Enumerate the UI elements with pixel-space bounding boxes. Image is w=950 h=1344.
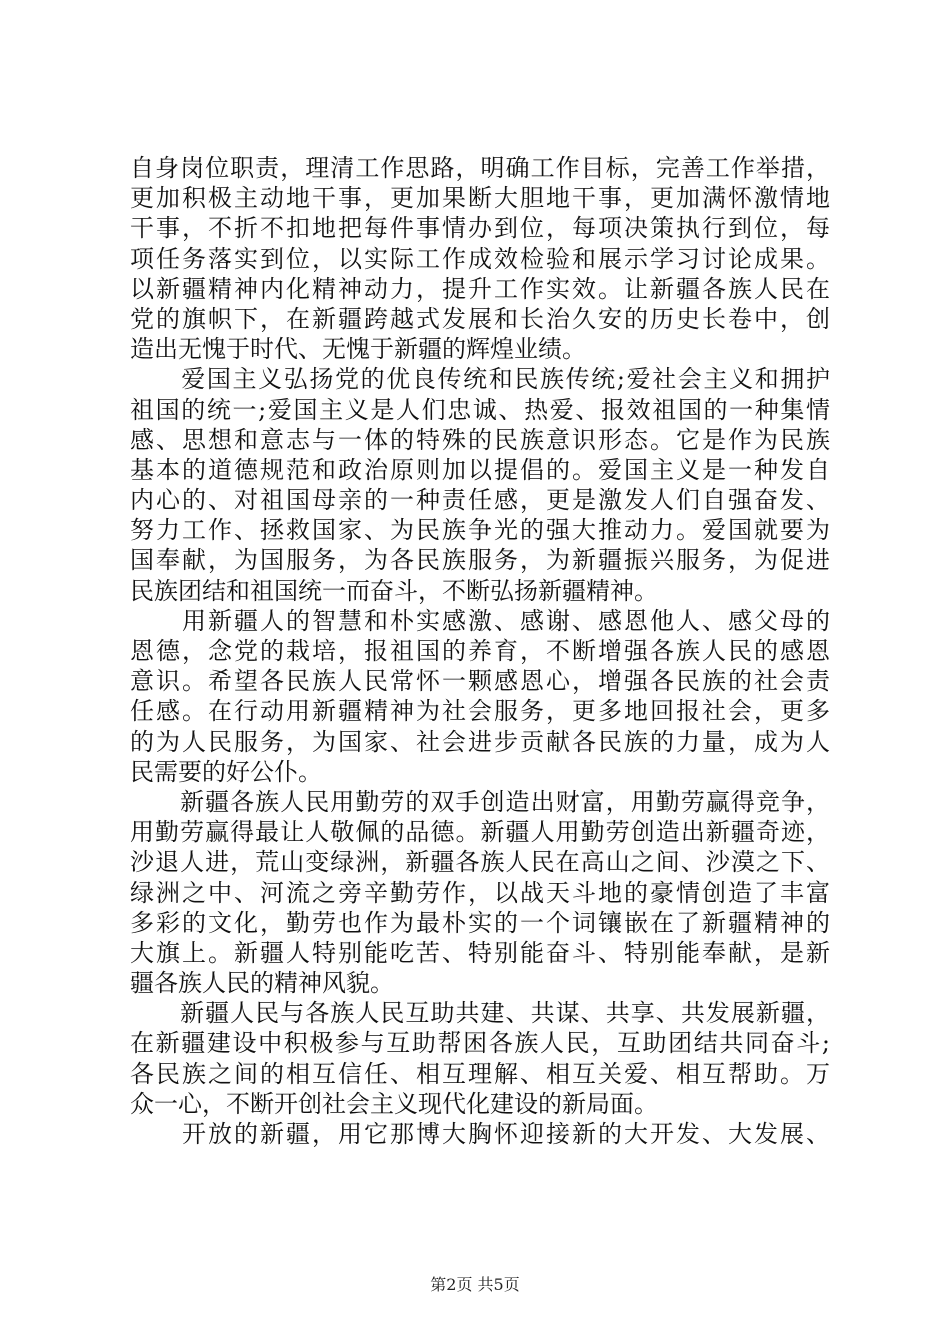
text-line: 意识。希望各民族人民常怀一颗感恩心，增强各民族的社会责	[130, 667, 830, 696]
text-line: 更加积极主动地干事，更加果断大胆地干事，更加满怀激情地	[130, 184, 830, 213]
text-line: 疆各族人民的精神风貌。	[130, 969, 394, 998]
text-line: 开放的新疆，用它那博大胸怀迎接新的大开发、大发展、	[130, 1120, 830, 1148]
text-line: 造出无愧于时代、无愧于新疆的辉煌业绩。	[130, 335, 586, 364]
text-line: 恩德，念党的栽培，报祖国的养育，不断增强各族人民的感恩	[130, 637, 830, 665]
text-line: 干事，不折不扣地把每件事情办到位，每项决策执行到位，每	[130, 214, 830, 243]
page-footer	[0, 1275, 950, 1295]
text-line: 以新疆精神内化精神动力，提升工作实效。让新疆各族人民在	[130, 274, 830, 303]
text-line: 民需要的好公仆。	[130, 757, 322, 786]
text-line: 国奉献，为国服务，为各民族服务，为新疆振兴服务，为促进	[130, 546, 830, 575]
text-line: 党的旗帜下，在新疆跨越式发展和长治久安的历史长卷中，创	[130, 304, 830, 333]
text-line: 众一心，不断开创社会主义现代化建设的新局面。	[130, 1089, 658, 1118]
text-line: 用勤劳赢得最让人敬佩的品德。新疆人用勤劳创造出新疆奇迹，	[130, 818, 830, 847]
text-line: 沙退人进，荒山变绿洲，新疆各族人民在高山之间、沙漠之下、	[130, 848, 830, 877]
text-line: 内心的、对祖国母亲的一种责任感，更是激发人们自强奋发、	[130, 486, 830, 515]
text-line: 新疆人民与各族人民互助共建、共谋、共享、共发展新疆，	[130, 999, 830, 1028]
text-line: 项任务落实到位，以实际工作成效检验和展示学习讨论成果。	[130, 244, 830, 273]
body-text	[130, 153, 830, 1149]
page-number-label: 第2页 共5页	[430, 1275, 520, 1294]
text-line: 爱国主义弘扬党的优良传统和民族传统;爱社会主义和拥护	[130, 365, 830, 394]
text-line: 基本的道德规范和政治原则加以提倡的。爱国主义是一种发自	[130, 455, 830, 484]
text-line: 新疆各族人民用勤劳的双手创造出财富，用勤劳赢得竞争，	[130, 787, 830, 816]
text-line: 的为人民服务，为国家、社会进步贡献各民族的力量，成为人	[130, 727, 830, 756]
text-line: 大旗上。新疆人特别能吃苦、特别能奋斗、特别能奉献，是新	[130, 938, 830, 967]
text-line: 多彩的文化，勤劳也作为最朴实的一个词镶嵌在了新疆精神的	[130, 908, 830, 937]
text-line: 绿洲之中、河流之旁辛勤劳作，以战天斗地的豪情创造了丰富	[130, 878, 830, 907]
text-line: 自身岗位职责，理清工作思路，明确工作目标，完善工作举措，	[130, 154, 830, 182]
text-line: 在新疆建设中积极参与互助帮困各族人民，互助团结共同奋斗;	[130, 1029, 830, 1058]
text-line: 民族团结和祖国统一而奋斗，不断弘扬新疆精神。	[130, 576, 658, 605]
text-line: 任感。在行动用新疆精神为社会服务，更多地回报社会，更多	[130, 697, 830, 726]
text-line: 各民族之间的相互信任、相互理解、相互关爱、相互帮助。万	[130, 1059, 830, 1088]
text-line: 努力工作、拯救国家、为民族争光的强大推动力。爱国就要为	[130, 516, 830, 545]
text-line: 用新疆人的智慧和朴实感激、感谢、感恩他人、感父母的	[130, 606, 830, 635]
text-line: 祖国的统一;爱国主义是人们忠诚、热爱、报效祖国的一种集情	[130, 395, 830, 424]
text-line: 感、思想和意志与一体的特殊的民族意识形态。它是作为民族	[130, 425, 830, 454]
